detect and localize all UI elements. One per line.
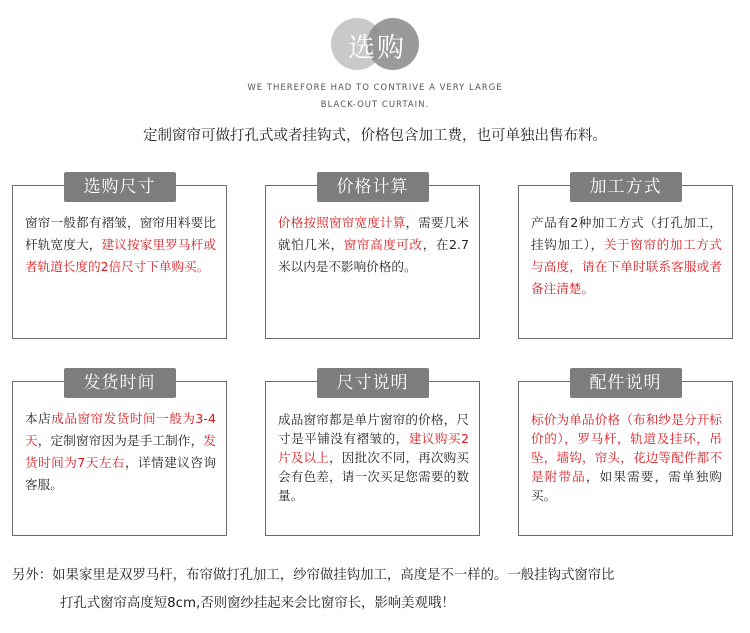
card-text: 本店 [25, 411, 52, 426]
logo [325, 12, 425, 76]
footer-note-line-1: 另外：如果家里是双罗马杆，布帘做打孔加工，纱帘做挂钩加工，高度是不一样的。一般挂钩式窗帘比 [12, 568, 615, 583]
intro-text: 定制窗帘可做打孔式或者挂钩式，价格包含加工费，也可单独出售布料。 [143, 128, 607, 144]
card-text-highlight: 关于窗帘的加工方式与高度，请在下单时联系客服或者备注清楚。 [531, 237, 722, 296]
card-title: 加工方式 [570, 172, 682, 202]
card-text-highlight: 成品窗帘发货时间一般为3-4天 [25, 411, 216, 448]
english-tagline-2: BLACK-OUT CURTAIN. [320, 100, 430, 110]
card-title: 价格计算 [317, 172, 429, 202]
card-text: ，详情建议咨询客服。 [25, 455, 216, 492]
card-text: ，如果需要，需单独购买。 [531, 469, 723, 503]
footer-note-line-2: 打孔式窗帘高度短8cm,否则窗纱挂起来会比窗帘长，影响美观哦！ [60, 596, 455, 611]
card-purchase-size [12, 177, 227, 339]
english-tagline-1: WE THEREFORE HAD TO CONTRIVE A VERY LARGE [247, 83, 503, 93]
card-text-highlight: 价格按照窗帘宽度计算 [278, 215, 406, 230]
card-text-highlight: 窗帘高度可改 [343, 237, 423, 252]
card-body [278, 410, 469, 505]
card-text-highlight: 标价为单品价格（布和纱是分开标价的），罗马杆，轨道及挂环，吊坠，墙钩，帘头，花边等配件都不是附带品 [531, 412, 722, 484]
card-text: 成品窗帘都是单片窗帘的价格，尺寸是平铺没有褶皱的， [278, 412, 469, 446]
card-body [25, 408, 216, 496]
card-title: 尺寸说明 [317, 368, 429, 398]
card-text: ，需要几米就怕几米， [278, 215, 470, 252]
card-accessory-notes [518, 373, 733, 536]
card-text: 窗帘一般都有褶皱，窗帘用料要比杆轨宽度大， [25, 215, 216, 252]
card-title: 发货时间 [64, 368, 176, 398]
card-processing-method [518, 177, 733, 339]
card-body [531, 410, 722, 505]
card-text: ，在2.7米以内是不影响价格的。 [278, 237, 470, 274]
logo-text: 选购 [348, 33, 406, 64]
card-shipping-time [12, 373, 227, 536]
card-price-calculation [265, 177, 480, 339]
card-text-highlight: 发货时间为7天左右 [25, 433, 217, 470]
card-title: 选购尺寸 [64, 172, 176, 202]
card-text: 产品有2种加工方式（打孔加工，挂钩加工）， [531, 215, 722, 252]
card-text-highlight: 建议按家里罗马杆或者轨道长度的2倍尺寸下单购买。 [25, 237, 217, 274]
card-size-notes [265, 373, 480, 536]
card-body [278, 212, 469, 278]
card-body [25, 212, 216, 278]
card-title: 配件说明 [570, 368, 682, 398]
card-text: ，定制窗帘因为是手工制作， [37, 433, 204, 448]
card-text-highlight: 建议购买2片及以上 [278, 431, 469, 465]
card-text: ，因批次不同，再次购买会有色差，请一次买足您需要的数量。 [278, 450, 470, 503]
card-body [531, 212, 722, 300]
